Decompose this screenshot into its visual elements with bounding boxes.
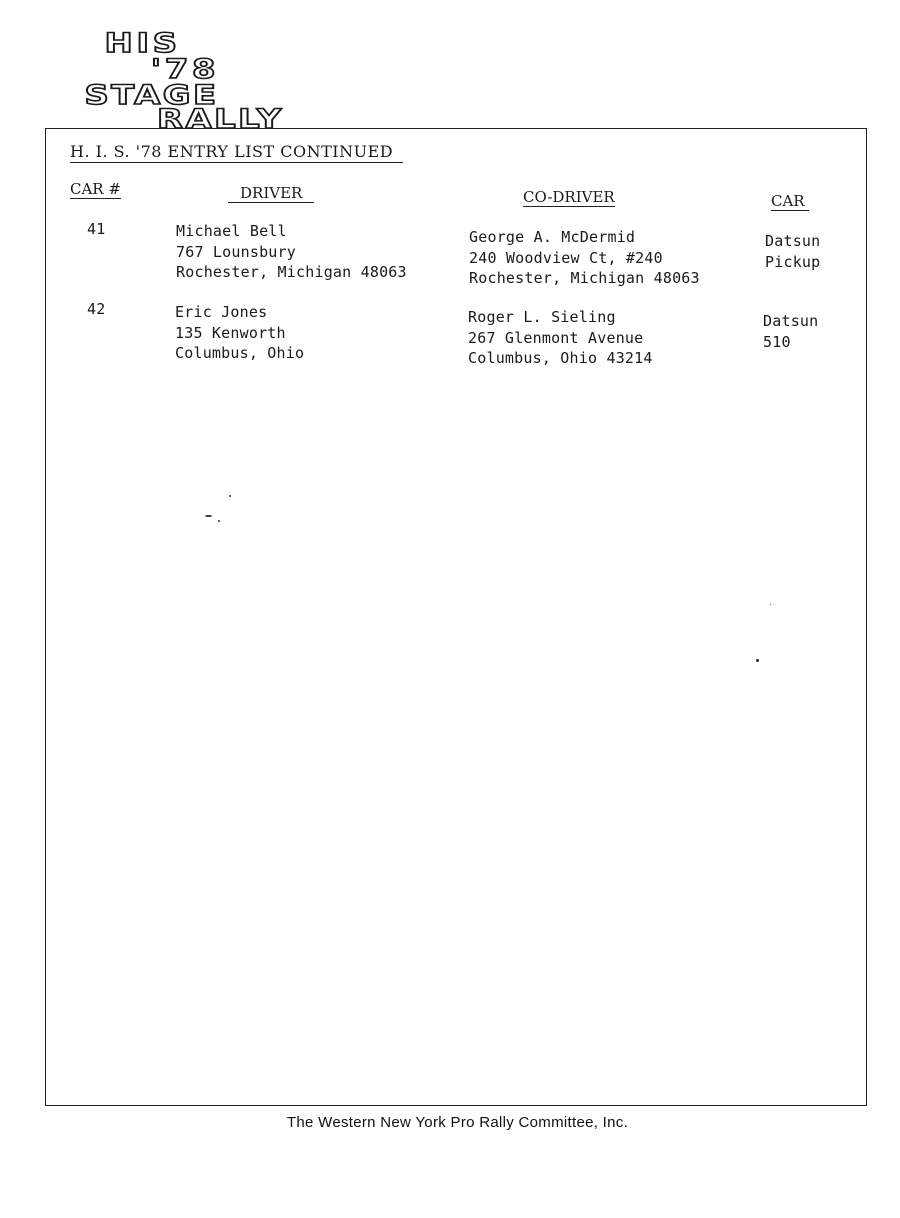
driver-name: Michael Bell — [176, 222, 287, 240]
driver-street: 135 Kenworth — [175, 323, 286, 342]
logo-line-1: HIS — [104, 28, 181, 60]
driver-city: Columbus, Ohio — [175, 344, 305, 362]
car-make: Datsun — [763, 312, 819, 330]
co-driver-city: Columbus, Ohio 43214 — [468, 349, 653, 367]
entry-number: 42 — [87, 300, 106, 318]
column-header-co-driver: CO-DRIVER — [523, 188, 615, 206]
driver-block — [176, 221, 407, 283]
car-block — [765, 231, 820, 272]
co-driver-street: 240 Woodview Ct, #240 — [469, 248, 663, 267]
entry-number: 41 — [87, 220, 106, 238]
logo-line-3: STAGE — [84, 80, 219, 112]
co-driver-block — [468, 307, 653, 369]
co-driver-name: George A. McDermid — [469, 228, 636, 246]
car-make: Datsun — [765, 232, 821, 250]
logo-line-2: '78 — [150, 54, 220, 86]
footer-organization: The Western New York Pro Rally Committee, Inc. — [286, 1114, 629, 1131]
driver-name: Eric Jones — [175, 303, 268, 321]
driver-street: 767 Lounsbury — [176, 242, 296, 261]
column-header-driver: DRIVER — [228, 184, 314, 203]
scan-speck — [770, 604, 771, 605]
column-header-car: CAR — [771, 192, 809, 211]
column-header-car-number: CAR # — [70, 180, 121, 198]
scan-speck — [218, 520, 220, 522]
car-block — [763, 311, 818, 352]
co-driver-block — [469, 227, 700, 289]
logo-line-4: RALLY — [157, 104, 284, 130]
scan-speck — [229, 495, 231, 497]
co-driver-street: 267 Glenmont Avenue — [468, 328, 644, 347]
scan-speck — [205, 515, 212, 517]
his-78-stage-rally-logo — [82, 28, 342, 130]
entry-list-frame — [45, 128, 867, 1106]
co-driver-name: Roger L. Sieling — [468, 308, 616, 326]
co-driver-city: Rochester, Michigan 48063 — [469, 269, 700, 287]
car-model: Pickup — [765, 252, 821, 271]
scan-speck — [756, 659, 759, 662]
driver-block — [175, 302, 304, 364]
driver-city: Rochester, Michigan 48063 — [176, 263, 407, 281]
page-heading: H. I. S. '78 ENTRY LIST CONTINUED — [70, 142, 403, 163]
car-model: 510 — [763, 332, 791, 351]
